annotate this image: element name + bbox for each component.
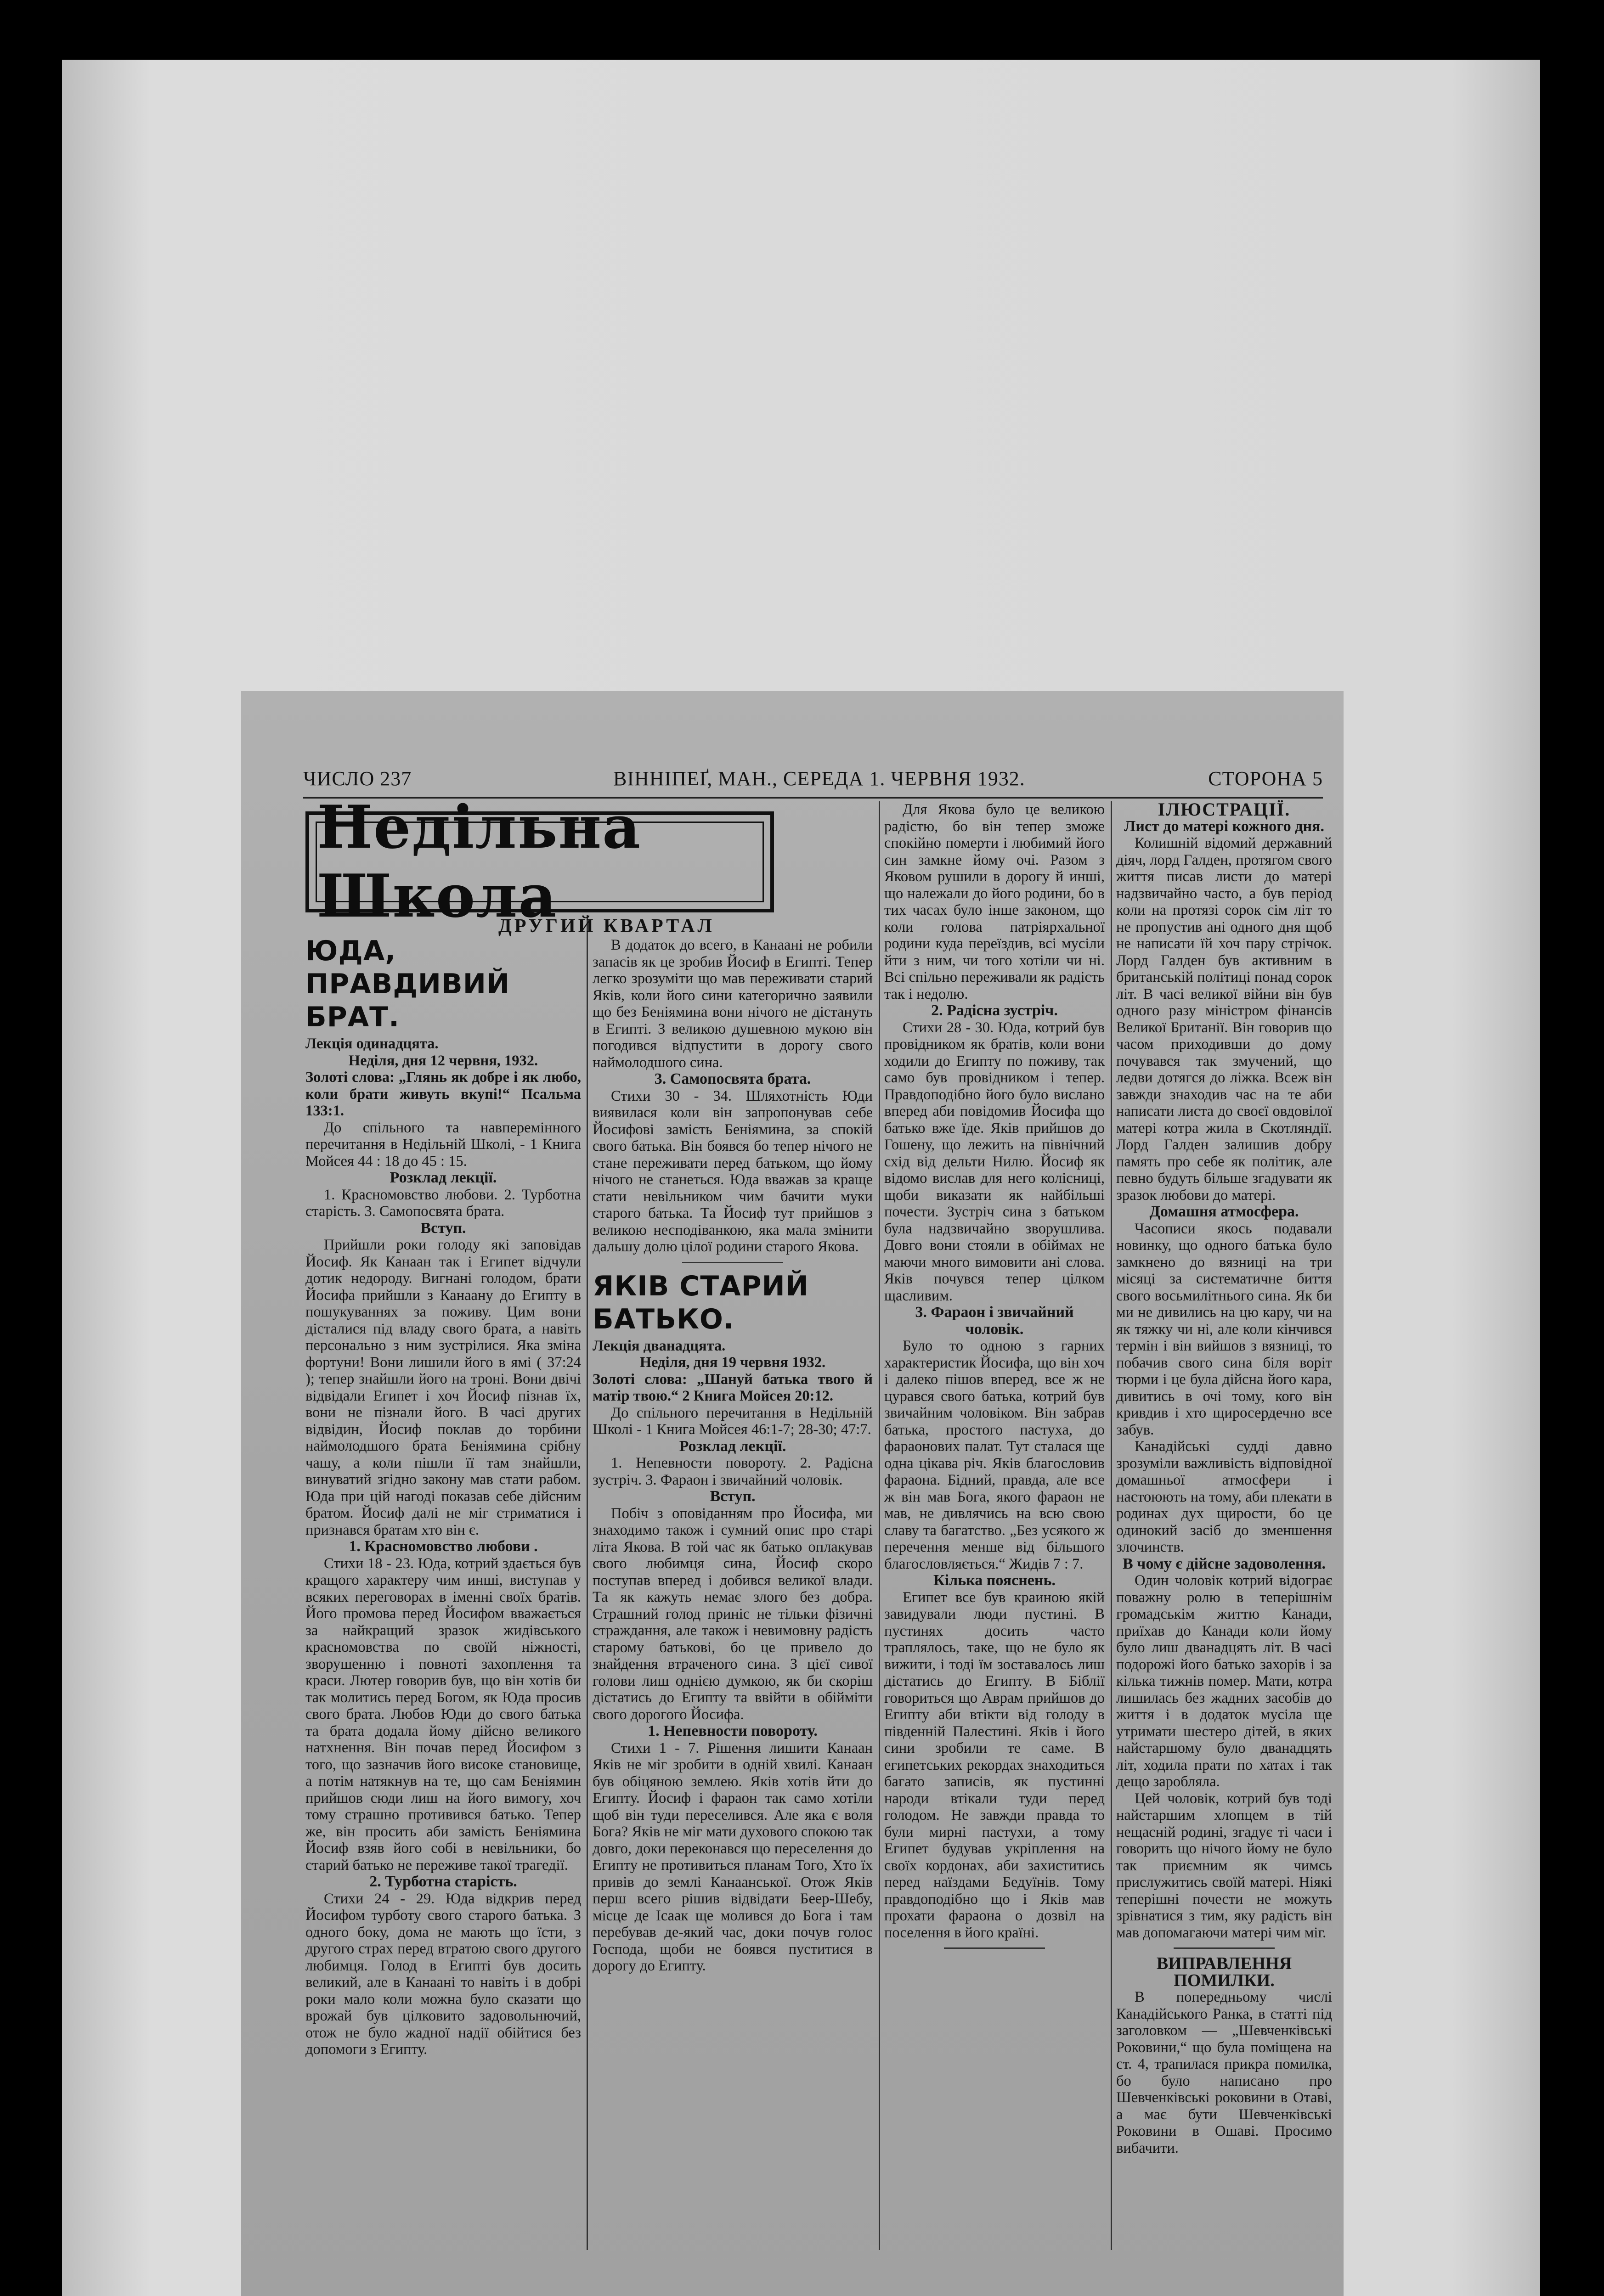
newspaper-page xyxy=(241,691,1344,2296)
lesson1-plan-heading: Розклад лекції. xyxy=(390,1169,497,1186)
lesson1-section1-heading: 1. Красномовство любови . xyxy=(349,1538,538,1555)
column-3 xyxy=(884,801,1105,1955)
lesson1-section3: Стихи 30 - 34. Шляхотність Юди виявилася коли він запропонував себе Йосифові замість Беніямина, за спокій свого батька. Він боявся бо тепер нічого не стане переживати перед батьком, що йому нічого не станеться. Юда вважав за краще стати невільником чим бачити муки старого батька. Та Йосиф тут прийшов з великою несподіванкою, яка мала змінити дальшу долю цілої родини старого Якова. xyxy=(593,1087,873,1255)
correction-text: В попередньому числі Канадійського Ранка, в статті під заголовком — „Шевченківські Роковини,“ що була поміщена на ст. 4, трапилася прикра помилка, бо було написано про Шевченківські роковини в Отаві, а має бути Шевченківські Роковини в Ошаві. Просимо вибачити. xyxy=(1116,1989,1332,2156)
illustration2-heading: Домашня атмосфера. xyxy=(1149,1203,1299,1220)
lesson2-section1-heading: 1. Непевности повороту. xyxy=(648,1722,818,1739)
lesson2-number: Лекція дванадцята. xyxy=(593,1337,726,1354)
lesson2-explanations-heading: Кілька пояснень. xyxy=(933,1572,1056,1589)
lesson2-plan-heading: Розклад лекції. xyxy=(679,1437,786,1455)
lesson2-reading: До спільного перечитання в Недільній Школі - 1 Книга Мойсея 46:1-7; 28-30; 47:7. xyxy=(593,1404,873,1438)
lesson1-plan: 1. Красномовство любови. 2. Турботна старість. 3. Самопосвята брата. xyxy=(305,1186,581,1220)
lesson2-plan: 1. Непевности повороту. 2. Радісна зустріч. 3. Фараон і звичайний чоловік. xyxy=(593,1455,873,1488)
lesson1-date: Неділя, дня 12 червня, 1932. xyxy=(348,1052,538,1069)
illustration3-heading: В чому є дійсне задоволення. xyxy=(1123,1555,1326,1572)
lesson1-intro-heading: Вступ. xyxy=(420,1219,466,1237)
lesson1-section2-cont: В додаток до всего, в Канаані не робили запасів як це зробив Йосиф в Египті. Тепер легко зрозуміти що мав переживати старий Яків, коли його сини категорично заявили що без Беніямина вони нічого не дістануть в Египті. З великою душевною мукою він погодився відпустити в дорогу свого наймолодшого сина. xyxy=(593,937,873,1071)
column-1 xyxy=(305,934,581,2058)
lesson2-explanations: Египет все був краиною якій завидували люди пустині. В пустинях досить часто траплялось, таке, що не було як вижити, і тоді їм зоставалось лиш дістатись до Египту. В Біблії говориться що Аврам прийшов до Египту аби втікти від голоду в південній Палестині. Яків і його сини зробили те саме. В египетських рекордах знаходиться багато записів, як пустинні народи втікали туди перед голодом. Не завжди правда то були мирні пастухи, а тому Египет будував укріплення на своїх кордонах, аби захиститись перед наїздами Бедуїнів. Тому правдоподібно що і Яків мав прохати фараона о дозвіл на поселення в його країні. xyxy=(884,1589,1105,1941)
column-rule-3 xyxy=(1111,801,1112,2250)
illustrations-title: ІЛЮСТРАЦІЇ. xyxy=(1158,799,1291,820)
column-4 xyxy=(1116,801,1332,2156)
lesson2-section1-cont: Для Якова було це великою радістю, бо він тепер зможе спокійно померти і любимий його син замкне йому очі. Разом з Яковом рушили в дорогу й инші, що належали до його родини, бо в тих часах було інше законом, що коли голова патріярхальної родини куда переїздив, всі мусіли йти з ним, чи того хотіли чи ні. Всі спільно переживали як радість так і недолю. xyxy=(884,801,1105,1002)
lesson1-title: ЮДА, ПРАВДИВИЙ БРАТ. xyxy=(305,935,510,1033)
column-rule-2 xyxy=(879,801,880,2250)
lesson1-number: Лекція одинадцята. xyxy=(305,1035,439,1052)
lesson1-golden: Золоті слова: „Глянь як добре і як любо, коли брати живуть вкупі!“ Псальма 133:1. xyxy=(305,1069,581,1119)
issue-number: ЧИСЛО 237 xyxy=(303,767,412,790)
lesson2-section2-heading: 2. Радісна зустріч. xyxy=(931,1002,1058,1019)
lesson2-intro-heading: Вступ. xyxy=(710,1488,756,1505)
illustration3-text-cont: Цей чоловік, котрий був тоді найстаршим хлопцем в тій нещасній родині, згадує ті часи і говорить що нічого йому не було так приємним як чимсь прислужитись своїй матері. Ніякі теперішні почести не можуть зрівнатися з тим, яку радість він мав допомагаючи матері чим міг. xyxy=(1116,1790,1332,1941)
lesson1-section2: Стихи 24 - 29. Юда відкрив перед Йосифом турботу свого старого батька. З одного боку, дома не мають що їсти, з другого страх перед втратою свого другого любимця. Голод в Египті був досить великий, але в Канаані то навіть і в добрі роки мало коли можна було сказати що врожай був цілковито задовольнючий, отож не було жадної надії обійтися без допомоги з Египту. xyxy=(305,1890,581,2058)
lesson1-section1: Стихи 18 - 23. Юда, котрий здається був кращого характеру чим инші, виступав у всяких переговорах в іменні своїх братів. Його промова перед Йосифом вважається за найкращий зразок жидівського красномовства по своїй ніжності, зворушенню і повноті захоплення та краси. Лютер говорив був, що він хотів би так молитись перед Богом, як Юда просив свого брата. Любов Юди до свого батька та брата додала йому дійсно великого натхнення. Він почав перед Йосифом з того, що зазначив його високе становище, а потім натякнув на те, що сам Беніямин прийшов сюди лиш на його вимогу, хоч тому страшно противився батько. Тепер же, він просить аби замість Беніямина Йосиф взяв його собі в невільники, бо старий батько не переживе такої трагедії. xyxy=(305,1555,581,1874)
lesson2-golden: Золоті слова: „Шануй батька твого й матір твою.“ 2 Книга Мойсея 20:12. xyxy=(593,1371,873,1404)
lesson2-section1: Стихи 1 - 7. Рішення лишити Канаан Яків не міг зробити в одній хвилі. Канаан був обіцяною землею. Яків хотів йти до Египту. Йосиф і фараон так само хотіли щоб він туди переселився. Але яка є воля Бога? Яків не міг мати духового спокою так довго, доки переконався що переселення до Египту не противиться планам Того, Хто їх привів до землі Канаанської. Отож Яків перш всего рішив відвідати Беер-Шебу, місце де Ісаак ще молився до Бога і там перебував де-який час, доки почув голос Господа, щоби не боявся пуститися в дорогу до Египту. xyxy=(593,1739,873,1974)
illustration3-text: Один чоловік котрий відограє поважну ролю в теперішнім громадськім життю Канади, приїхав до Канади коли йому було лиш дванадцять літ. В часі подорожі його батько захорів і за кілька тижнів помер. Мати, котра лишилась без жадних засобів до життя і в додаток мусіла ще утримати шестеро дітей, в яких найстаршому було дванадцять літ, ходила прати по хатах і так дещо заробляла. xyxy=(1116,1572,1332,1790)
correction-rule xyxy=(1174,1947,1275,1949)
correction-heading: ВИПРАВЛЕННЯ ПОМИЛКИ. xyxy=(1156,1954,1292,1990)
article-divider xyxy=(682,1262,783,1263)
column-2 xyxy=(593,937,873,1975)
lesson2-section3-heading: 3. Фараон і звичайний чоловік. xyxy=(915,1304,1074,1338)
illustration1-text: Колишній відомий державний діяч, лорд Галден, протягом свого життя писав листи до матері надзвичайно часто, а був період коли на протязі сорок сім літ то не пропустив ані одного дня щоб не написати їй хоч пару стрічок. Лорд Галден був активним в британській політиці понад сорок літ. В часі великої війни він був одного разу міністром фінансів Великої Британії. Він говорив що часом приходивши до дому почувався так змучений, що ледви дотягся до ліжка. Всеж він завжди знаходив час на те аби написати листа до своєї овдовілої матері котра жила в Скотляндії. Лорд Галден залишив добру память про себе як політик, але певно будуть більше згадувати як зразок любови до матері. xyxy=(1116,835,1332,1204)
illustration2-text-cont: Канадійські судді давно зрозуміли важливість відповідної домашньої атмосфери і настоюють на тому, аби плекати в родинах дух щирости, бо це одинокий засіб до зменшення злочинств. xyxy=(1116,1438,1332,1555)
page-surface xyxy=(241,691,1344,2296)
lesson1-section2-heading: 2. Турботна старість. xyxy=(369,1873,517,1890)
lesson1-intro: Прийшли роки голоду які заповідав Йосиф. Як Канаан так і Египет відчули дотик недороду. Вигнані голодом, брати Йосифа прийшли з Канаану до Египту в пошукуваннях за поживу. Цим вони дісталися під владу свого брата, а навіть персонально з ним зустрілися. Яка зміна фортуни! Вони лишили його в ямі ( 37:24 ); тепер знайшли його на троні. Вони двічі відвідали Египет і хоч Йосиф пізнав їх, вони не пізнали його. В часі других відвідин, Йосиф поклав до торбини наймолодшого брата Беніямина срібну чашу, а коли пішли її там знайшли, винуватий згідно закону мав стати рабом. Юда при цій нагоді показав себе дійсним братом. Йосиф далі не міг стриматися і признався братам хто він є. xyxy=(305,1237,581,1538)
quarter-subhead: ДРУГИЙ КВАРТАЛ xyxy=(498,916,715,937)
lesson2-intro: Побіч з оповіданням про Йосифа, ми знаходимо також і сумний опис про старі літа Якова. В той час як батько оплакував свого любимця сина, Йосиф скоро поступав вперед і добився великої влади. Та як кажуть немає злого без добра. Страшний голод приніс не тільки фізичні страждання, але також і невимовну радість старому батькові, бо це привело до знайдення втраченого сина. З цієї сивої голови лиш однією думкою, як би скоріш дістатись до Египту та ввійти в обійміти свого дорогого Йосифа. xyxy=(593,1505,873,1723)
column-rule-1 xyxy=(587,915,588,2250)
illustration1-heading: Лист до матері кожного дня. xyxy=(1124,817,1324,835)
dateline: ВІННІПЕҐ, МАН., СЕРЕДА 1. ЧЕРВНЯ 1932. xyxy=(613,767,1025,790)
lesson2-title: ЯКІВ СТАРИЙ БАТЬКО. xyxy=(593,1270,809,1335)
lesson2-date: Неділя, дня 19 червня 1932. xyxy=(639,1354,826,1371)
lesson2-section2: Стихи 28 - 30. Юда, котрий був провідником як братів, коли вони ходили до Египту по поживу, так само був провідником і тепер. Правдоподібно його було вислано вперед аби повідомив Йосифа що батько вже їде. Яків прийшов до Гошену, що лежить на північний схід від дельти Нилю. Йосиф як відомо вислав для него колісниці, щоби виказати як найбільші почести. Зустріч сина з батьком була надзвичайно зворушлива. Довго вони стояли в обіймах не маючи много вимовити ані слова. Яків почувся тепер цілком щасливим. xyxy=(884,1019,1105,1304)
lesson1-section3-heading: 3. Самопосвята брата. xyxy=(654,1070,811,1087)
page-number: СТОРОНА 5 xyxy=(1208,767,1323,790)
masthead-title: Недільна Школа xyxy=(317,793,642,931)
illustration2-text: Часописи якось подавали новинку, що одного батька було замкнено до вязниці на три місяці за систематичне биття свого восьмилітнього сина. Як би ми не дивились на цю кару, чи на як тяжку чи ні, але коли кінчився термін і він вийшов з вязниці, то побачив свого сина біля воріт тюрми і це була дійсна його кара, дивитись в очі тому, кого він кривдив і хто щиросердечно все забув. xyxy=(1116,1220,1332,1438)
end-rule xyxy=(944,1947,1045,1949)
lesson1-reading: До спільного та навперемінного перечитання в Недільній Школі, - 1 Книга Мойсея 44 : 18 до 45 : 15. xyxy=(305,1119,581,1170)
lesson2-section3: Було то одною з гарних характеристик Йосифа, що він хоч і далеко пішов вперед, все ж не цурався свого батька, котрий був звичайним чоловіком. Він забрав батька, простого пастуха, до фараонових палат. Тут сталася ще одна цікава річ. Яків благословив фараона. Бідний, правда, але все ж він мав Бога, якого фараон не мав, не дивлячись на всю свою славу та багатство. „Без усякого ж перечення менше від більшого благословляється.“ Жидів 7 : 7. xyxy=(884,1338,1105,1572)
